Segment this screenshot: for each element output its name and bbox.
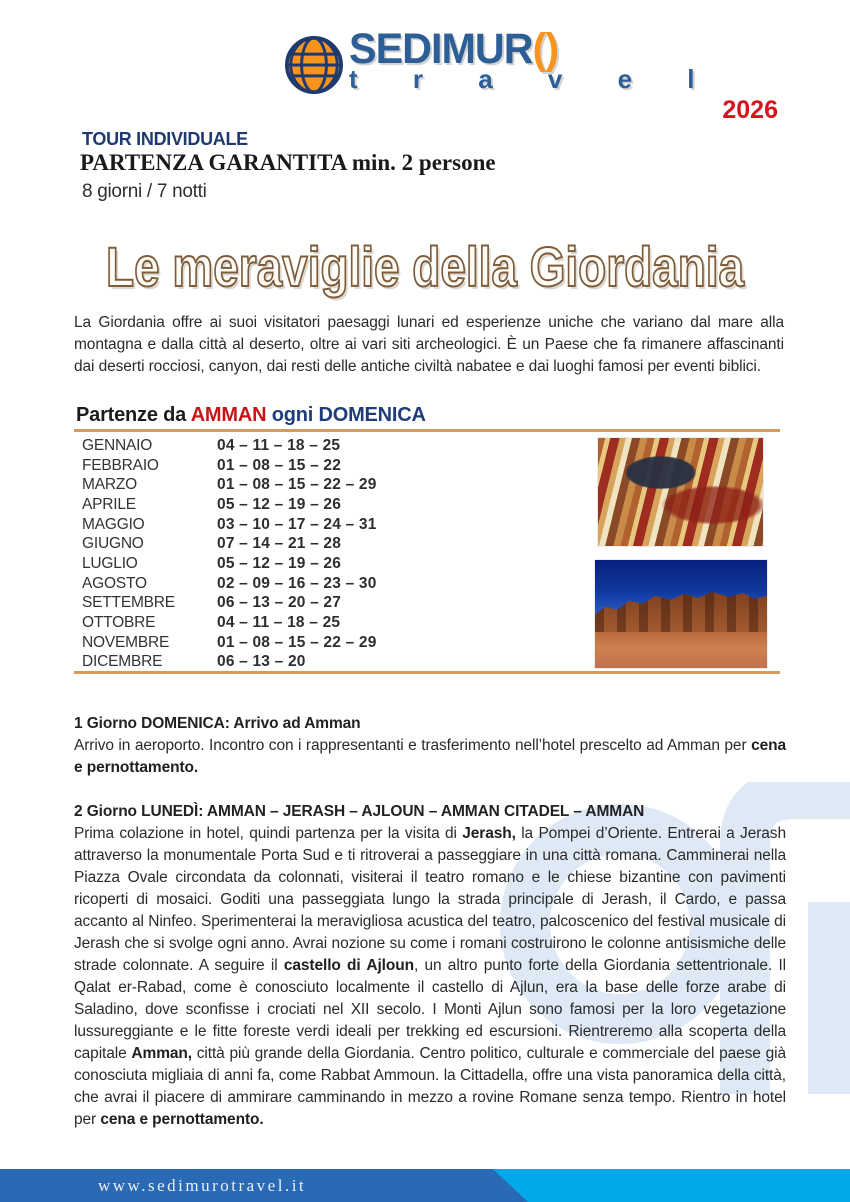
departure-row [82, 653, 377, 673]
highlighted-text: Amman, [131, 1045, 192, 1062]
page-title: Le meraviglie della Giordania [105, 235, 745, 298]
dates-cell: 05 – 12 – 19 – 26 [217, 554, 342, 572]
duration-label: 8 giorni / 7 notti [82, 181, 207, 202]
month-cell: FEBBRAIO [82, 456, 159, 474]
departure-row [82, 495, 377, 515]
body-text: città più grande della Giordania. Centro politico, culturale e commerciale del paese già conosciuta migliaia di anni fa, come Rabbat Ammoun. la Cittadella, offre una vista panoramica della città, che avrai il piacere di ammirare camminando in mezzo a rovine Romane senza tempo. Rientro in hotel per [74, 1045, 786, 1128]
body-text: Arrivo in aeroporto. Incontro con i rappresentanti e trasferimento nell’hotel prescelto ad Amman per [74, 737, 752, 754]
dates-cell: 06 – 13 – 20 – 27 [217, 594, 342, 612]
highlighted-text: cena e pernottamento. [74, 737, 786, 776]
month-cell: SETTEMBRE [82, 594, 175, 612]
dates-cell: 04 – 11 – 18 – 25 [217, 614, 341, 632]
month-cell: APRILE [82, 495, 136, 513]
month-cell: DICEMBRE [82, 653, 163, 671]
photo-ground [595, 632, 767, 668]
dates-cell: 01 – 08 – 15 – 22 – 29 [217, 476, 377, 494]
dates-cell: 07 – 14 – 21 – 28 [217, 535, 342, 553]
dates-cell: 06 – 13 – 20 [217, 653, 306, 671]
dates-cell: 01 – 08 – 15 – 22 [217, 456, 342, 474]
divider-rule-top [74, 429, 780, 432]
divider-rule-bottom [74, 671, 780, 674]
departure-row [82, 534, 377, 554]
month-cell: GIUGNO [82, 535, 144, 553]
departures-heading-prefix: Partenze da [76, 404, 191, 426]
guaranteed-departure-label: PARTENZA GARANTITA min. 2 persone [80, 150, 496, 175]
body-text: Prima colazione in hotel, quindi partenza per la visita di [74, 825, 463, 842]
highlighted-text: cena e pernottamento. [100, 1111, 264, 1128]
month-cell: NOVEMBRE [82, 633, 170, 651]
brand-logo [283, 25, 719, 96]
day1-heading: 1 Giorno DOMENICA: Arrivo ad Amman [74, 715, 361, 732]
departure-row [82, 594, 377, 614]
departures-table [82, 436, 377, 672]
departure-row [82, 436, 377, 456]
departure-row [82, 613, 377, 633]
footer-website-url: www.sedimurotravel.it [98, 1176, 307, 1195]
body-text: la Pompei d’Oriente. Entrerai a Jerash attraverso la monumentale Porta Sud e ti ritroverai a passeggiare in una città romana. Camminerai nella Piazza Ovale circondata da colonnati, visiterai il teatro romano e le chiese bizantine con pavimenti ricoperti di mosaici. Goditi una passeggiata lungo la strada principale di Jerash, il Cardo, e passa accanto al Ninfeo. Sperimenterai la meravigliosa acustica del teatro, palcoscenico del festival musicale di Jerash che si svolge ogni anno. Avrai nozione su come i romani costruirono le colonne antisismiche delle strade colonnate. A seguire il [74, 825, 786, 974]
dates-cell: 05 – 12 – 19 – 26 [217, 495, 342, 513]
departure-row [82, 456, 377, 476]
departure-row [82, 515, 377, 535]
departure-row [82, 475, 377, 495]
year-label: 2026 [722, 96, 778, 124]
departures-weekday: DOMENICA [318, 404, 426, 426]
striped-sandstone-rock-photo [598, 438, 763, 546]
highlighted-text: Jerash, [462, 825, 516, 842]
month-cell: GENNAIO [82, 436, 153, 454]
dates-cell: 04 – 11 – 18 – 25 [217, 436, 341, 454]
intro-paragraph: La Giordania offre ai suoi visitatori paesaggi lunari ed esperienze uniche che variano dal mare alla montagna e dalla città al deserto, oltre ai vari siti archeologici. È un Paese che fa rimanere affascinanti dai deserti rocciosi, canyon, dai resti delle antiche civiltà nabatee e dai luoghi famosi per eventi biblici. [74, 314, 784, 375]
departure-row [82, 633, 377, 653]
departures-heading-middle: ogni [266, 404, 319, 426]
month-cell: MAGGIO [82, 515, 145, 533]
day2-block [74, 801, 786, 1131]
footer-band [0, 1169, 850, 1202]
dates-cell: 02 – 09 – 16 – 23 – 30 [217, 574, 377, 592]
brand-wordmark [349, 25, 719, 94]
highlighted-text: castello di Ajloun [283, 957, 414, 974]
day2-heading: 2 Giorno LUNEDÌ: AMMAN – JERASH – AJLOUN – AMMAN CITADEL – AMMAN [74, 803, 645, 820]
brand-name: SEDIMUR [349, 25, 533, 73]
month-cell: AGOSTO [82, 574, 147, 592]
dates-cell: 03 – 10 – 17 – 24 – 31 [217, 515, 377, 533]
departure-row [82, 574, 377, 594]
departure-row [82, 554, 377, 574]
day1-body [74, 735, 786, 779]
brand-parentheses-o: () [532, 25, 559, 73]
day1-block [74, 713, 786, 779]
dates-cell: 01 – 08 – 15 – 22 – 29 [217, 633, 377, 651]
desert-cliffs-blue-sky-photo [595, 560, 767, 668]
month-cell: LUGLIO [82, 554, 138, 572]
day2-body [74, 823, 786, 1131]
brand-travel-word: t r a v e l [349, 64, 719, 94]
departures-city: AMMAN [190, 404, 267, 426]
tour-type-label: TOUR INDIVIDUALE [82, 129, 248, 149]
month-cell: OTTOBRE [82, 614, 156, 632]
globe-icon [283, 34, 345, 96]
departures-heading [76, 404, 426, 427]
month-cell: MARZO [82, 476, 137, 494]
body-text: , un altro punto forte della Giordania settentrionale. Il Qalat er-Rabad, come è conosciuto localmente il castello di Ajlun, era la base delle forze arabe di Saladino, dove sconfisse i crociati nel XII secolo. I Monti Ajlun sono famosi per la loro vegetazione lussureggiante e le fitte foreste verdi ideali per trekking ed escursioni. Rientreremo alla scoperta della capitale [74, 957, 786, 1062]
itinerary-section [74, 713, 786, 1153]
